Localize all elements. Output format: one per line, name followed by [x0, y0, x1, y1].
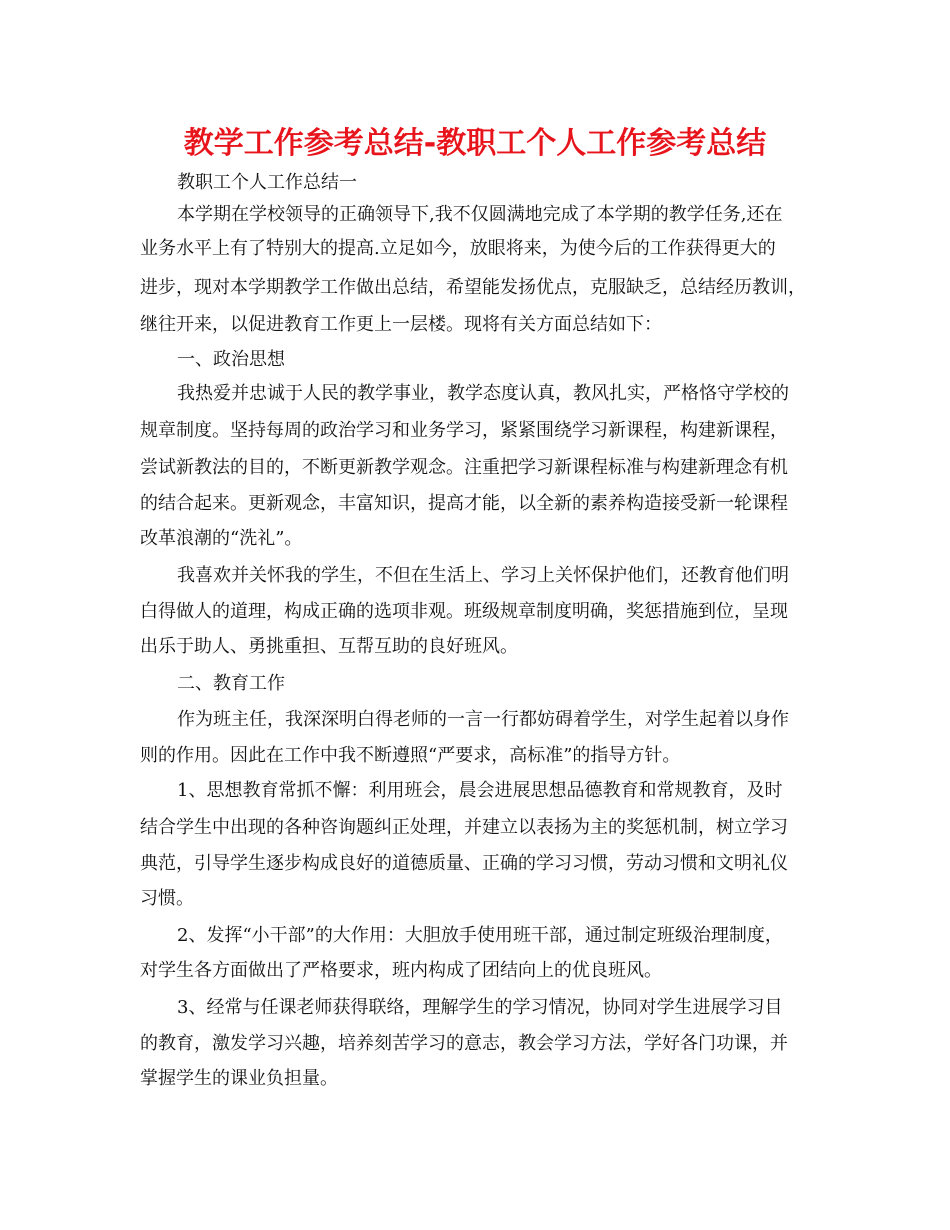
paragraph-line: 我热爱并忠诚于人民的教学事业，教学态度认真，教风扎实，严格恪守学校的	[177, 383, 789, 404]
paragraph-line: 业务水平上有了特别大的提高.立足如今，放眼将来，为使今后的工作获得更大的	[140, 238, 776, 259]
paragraph-line: 改革浪潮的“洗礼”。	[140, 528, 303, 549]
paragraph-line: 作为班主任，我深深明白得老师的一言一行都妨碍着学生，对学生起着以身作	[177, 709, 789, 730]
paragraph-line: 规章制度。坚持每周的政治学习和业务学习，紧紧围绕学习新课程，构建新课程，	[140, 420, 788, 441]
paragraph-line: 3、经常与任课老师获得联络，理解学生的学习情况，协同对学生进展学习目	[177, 997, 783, 1018]
paragraph-line: 本学期在学校领导的正确领导下,我不仅圆满地完成了本学期的教学任务,还在	[177, 204, 783, 225]
paragraph-line: 继往开来，以促进教育工作更上一层楼。现将有关方面总结如下：	[140, 314, 662, 335]
paragraph-line: 典范，引导学生逐步构成良好的道德质量、正确的学习习惯，劳动习惯和文明礼仪	[140, 853, 788, 874]
paragraph-line: 的结合起来。更新观念，丰富知识，提高才能，以全新的素养构造接受新一轮课程	[140, 493, 788, 514]
paragraph-line: 出乐于助人、勇挑重担、互帮互助的良好班风。	[140, 636, 518, 657]
paragraph-line: 则的作用。因此在工作中我不断遵照“严要求，高标准”的指导方针。	[140, 745, 681, 766]
paragraph-line: 对学生各方面做出了严格要求，班内构成了团结向上的优良班风。	[140, 960, 662, 981]
paragraph-line: 我喜欢并关怀我的学生，不但在生活上、学习上关怀保护他们，还教育他们明	[177, 565, 789, 586]
paragraph-line: 教职工个人工作总结一	[177, 172, 357, 193]
document-title: 教学工作参考总结-教职工个人工作参考总结	[183, 126, 767, 161]
section-heading: 二、教育工作	[177, 673, 285, 694]
paragraph-line: 掌握学生的课业负担量。	[140, 1068, 338, 1089]
section-heading: 一、政治思想	[177, 349, 285, 370]
paragraph-line: 结合学生中出现的各种咨询题纠正处理，并建立以表扬为主的奖惩机制，树立学习	[140, 817, 788, 838]
paragraph-line: 白得做人的道理，构成正确的选项非观。班级规章制度明确，奖惩措施到位，呈现	[140, 601, 788, 622]
paragraph-line: 进步，现对本学期教学工作做出总结，希望能发扬优点，克服缺乏，总结经历教训，	[140, 277, 806, 298]
paragraph-line: 尝试新教法的目的，不断更新教学观念。注重把学习新课程标准与构建新理念有机	[140, 457, 788, 478]
paragraph-line: 习惯。	[140, 888, 194, 909]
paragraph-line: 的教育，激发学习兴趣，培养刻苦学习的意志，教会学习方法，学好各门功课，并	[140, 1033, 788, 1054]
paragraph-line: 1、思想教育常抓不懈：利用班会，晨会进展思想品德教育和常规教育，及时	[177, 780, 783, 801]
paragraph-line: 2、发挥“小干部”的大作用：大胆放手使用班干部，通过制定班级治理制度，	[177, 925, 783, 946]
